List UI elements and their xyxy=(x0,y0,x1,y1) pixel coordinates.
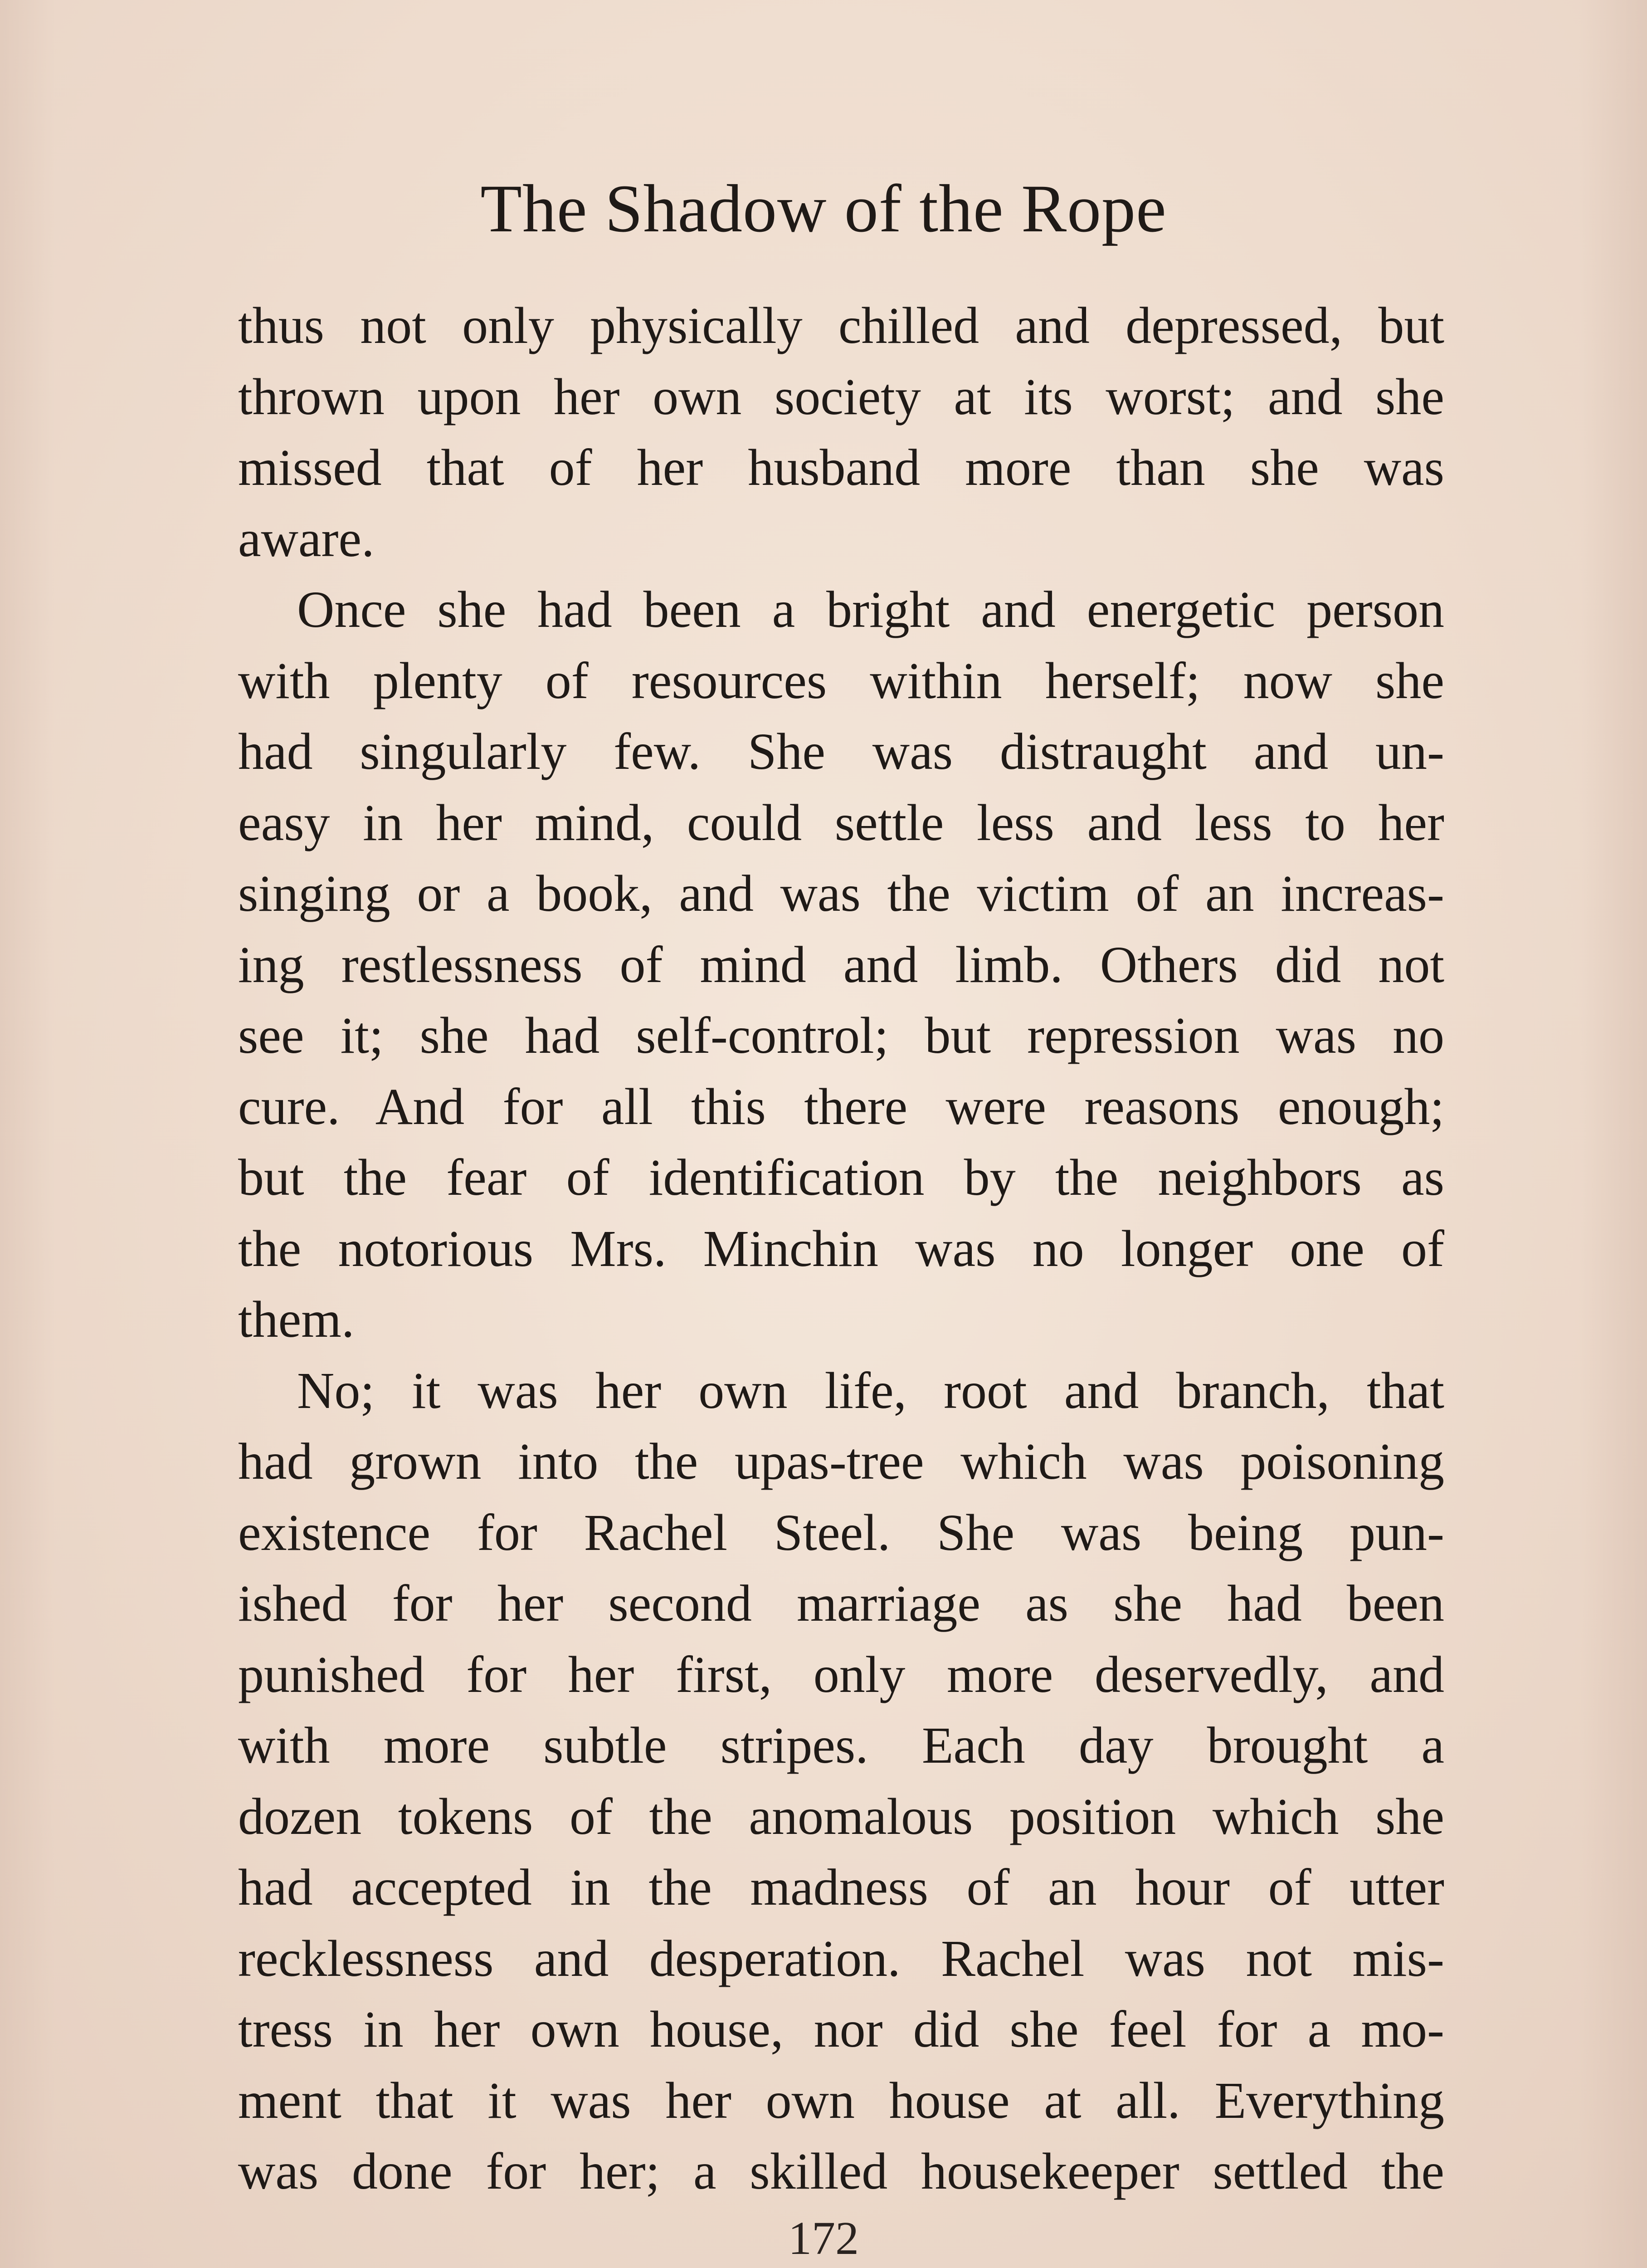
text-line: easy in her mind, could settle less and less to her xyxy=(238,793,1444,851)
text-line: singing or a book, and was the victim of an increas- xyxy=(238,865,1444,922)
text-line: ing restlessness of mind and limb. Others did not xyxy=(238,935,1444,993)
running-head: The Shadow of the Rope xyxy=(480,171,1167,246)
text-line: thus not only physically chilled and depressed, but xyxy=(238,297,1444,354)
text-line: thrown upon her own society at its worst; and she xyxy=(238,367,1444,425)
text-line: had accepted in the madness of an hour of utter xyxy=(238,1858,1444,1916)
text-line: tress in her own house, nor did she feel for a mo- xyxy=(238,2000,1444,2058)
text-line: recklessness and desperation. Rachel was not mis- xyxy=(238,1929,1444,1987)
text-line: punished for her first, only more deservedly, and xyxy=(238,1645,1444,1703)
body-text xyxy=(238,290,1444,2207)
text-line: had singularly few. She was distraught and un- xyxy=(238,723,1444,780)
text-line: No; it was her own life, root and branch, that xyxy=(297,1361,1444,1419)
text-line: ished for her second marriage as she had been xyxy=(238,1574,1444,1632)
text-line: the notorious Mrs. Minchin was no longer one of xyxy=(238,1219,1444,1277)
text-line: missed that of her husband more than she was xyxy=(238,439,1444,496)
text-line: dozen tokens of the anomalous position which she xyxy=(238,1787,1444,1845)
page-right-shadow xyxy=(1579,0,1647,2268)
text-line: ment that it was her own house at all. Everything xyxy=(238,2071,1444,2129)
text-line: but the fear of identification by the neighbors as xyxy=(238,1149,1444,1206)
text-line: with more subtle stripes. Each day brought a xyxy=(238,1716,1444,1774)
page-left-shadow xyxy=(0,0,54,2268)
text-line: existence for Rachel Steel. She was being pun- xyxy=(238,1503,1444,1561)
text-line: see it; she had self-control; but repression was no xyxy=(238,1007,1444,1064)
page-number: 172 xyxy=(788,2212,859,2264)
text-line: Once she had been a bright and energetic person xyxy=(297,581,1444,638)
text-line: them. xyxy=(238,1290,355,1348)
text-line: cure. And for all this there were reasons enough; xyxy=(238,1077,1444,1135)
text-line: aware. xyxy=(238,509,375,567)
text-line: with plenty of resources within herself; now she xyxy=(238,651,1444,709)
text-line: had grown into the upas-tree which was poisoning xyxy=(238,1432,1444,1490)
text-line: was done for her; a skilled housekeeper settled the xyxy=(238,2142,1444,2200)
